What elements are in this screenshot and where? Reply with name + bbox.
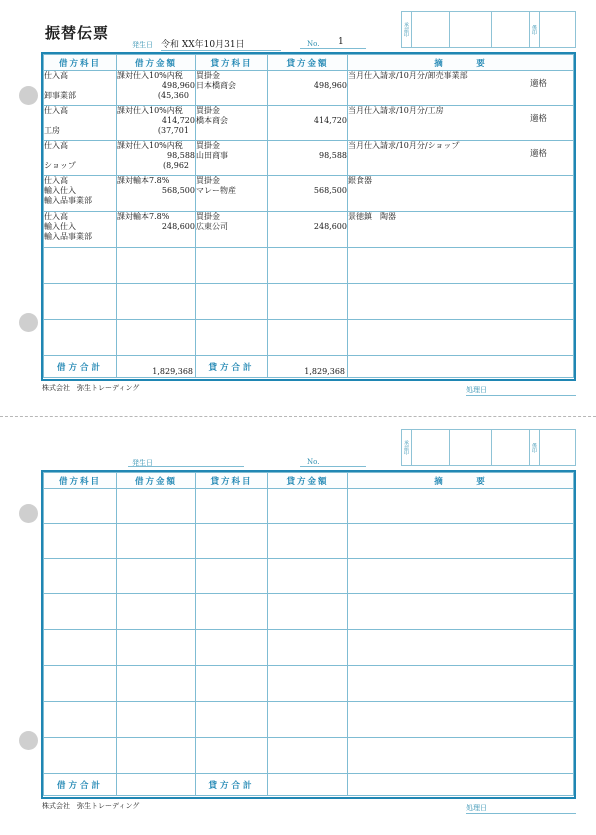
header-credit-account: 貸方科目 [196,473,268,489]
stamp-cell [450,430,492,465]
stamp-cell [492,430,530,465]
journal-table-upper [41,52,576,381]
header-debit-account: 借方科目 [44,55,117,71]
stamp-cell [450,12,492,47]
debit-tax-amount: (8,962 [162,161,189,170]
table-row-empty [44,738,574,774]
debit-tax: 課対輸本7.8% [117,212,170,221]
credit-total: 1,829,368 [268,356,348,378]
debit-dept: 工房 [44,126,60,135]
credit-amount: 498,960 [313,81,347,90]
processed-label: 処理日 [466,386,487,394]
stamp-cell [540,12,575,47]
debit-account: 仕入高 [44,212,68,221]
credit-total-label: 貸方合計 [196,774,268,796]
debit-dept: 輸入品事業部 [44,196,92,205]
debit-tax-amount: (45,360 [157,91,189,100]
debit-tax: 課対輸本7.8% [117,176,170,185]
debit-sub: 輸入仕入 [44,222,76,231]
debit-sub [44,151,116,161]
table-row-empty [44,559,574,594]
issue-date-label: 発生日 [132,459,153,467]
credit-account: 買掛金 [196,176,220,185]
table-header-row [44,473,574,489]
credit-partner: 日本橋商会 [196,81,236,90]
approval-stamp-box [401,11,576,48]
table-row-empty [44,630,574,666]
memo-text: 当月仕入請求/10月分/ショップ [348,141,460,150]
memo-text: 景徳鎮 陶器 [348,212,396,221]
credit-partner: 広東公司 [196,222,228,231]
credit-amount: 98,588 [319,151,347,160]
debit-amount: 414,720 [161,116,195,125]
credit-account: 買掛金 [196,71,220,80]
slip-no: 1 [338,37,344,47]
debit-sub: 輸入仕入 [44,186,76,195]
table-row [44,106,574,141]
stamp-cell [492,12,530,47]
debit-dept: ショップ [44,161,76,170]
header-debit-amount: 借方金額 [117,55,196,71]
memo-text: 銀食器 [348,176,372,185]
totals-row [44,774,574,796]
clerk-label: 係印 [530,430,540,465]
table-row-empty [44,666,574,702]
slip-no-underline [300,466,366,467]
punch-hole [19,504,38,523]
credit-account: 買掛金 [196,106,220,115]
debit-tax: 課対仕入10%内税 [117,71,183,80]
debit-amount: 568,500 [161,186,195,195]
totals-row [44,356,574,378]
credit-total-label: 貸方合計 [196,356,268,378]
approval-label: 承認印 [402,430,412,465]
punch-hole [19,731,38,750]
header-memo: 摘 要 [348,55,574,71]
table-row-empty [44,594,574,630]
debit-tax: 課対仕入10%内税 [117,141,183,150]
debit-total-label: 借方合計 [44,356,117,378]
perforation-line [0,416,596,417]
debit-amount: 248,600 [161,222,195,231]
header-credit-amount: 貸方金額 [268,473,348,489]
debit-amount: 498,960 [161,81,195,90]
header-memo: 摘 要 [348,473,574,489]
slip-no-label: No. [307,458,320,466]
processed-label: 処理日 [466,804,487,812]
approval-stamp-box [401,429,576,466]
memo-text: 当月仕入請求/10月分/工房 [348,106,444,115]
credit-amount: 248,600 [313,222,347,231]
credit-amount: 568,500 [313,186,347,195]
table-row-empty [44,489,574,524]
credit-partner: マレー物産 [196,186,236,195]
credit-partner: 山田商事 [196,151,228,160]
credit-amount: 414,720 [313,116,347,125]
issue-date: 令和 XX年10月31日 [161,37,281,51]
header-credit-amount: 貸方金額 [268,55,348,71]
header-debit-amount: 借方金額 [117,473,196,489]
table-row-empty [44,248,574,284]
slip-no-label: No. [307,40,320,48]
table-row-empty [44,284,574,320]
company-name: 株式会社 弥生トレーディング [42,802,140,810]
debit-account: 仕入高 [44,106,68,115]
debit-sub [44,81,116,91]
approval-label: 承認印 [402,12,412,47]
qualified-note: 適格 [529,114,547,124]
table-row-empty [44,524,574,559]
credit-account: 買掛金 [196,141,220,150]
debit-tax: 課対仕入10%内税 [117,106,183,115]
table-row-empty [44,702,574,738]
debit-account: 仕入高 [44,71,68,80]
qualified-note: 適格 [529,149,547,159]
header-debit-account: 借方科目 [44,473,117,489]
debit-sub [44,116,116,126]
qualified-note: 適格 [529,79,547,89]
debit-amount: 98,588 [167,151,195,160]
company-name: 株式会社 弥生トレーディング [42,384,140,392]
stamp-cell [412,12,450,47]
stamp-cell [540,430,575,465]
table-row [44,212,574,248]
issue-date-underline [128,466,244,467]
clerk-label: 係印 [530,12,540,47]
punch-hole [19,313,38,332]
table-row [44,141,574,176]
memo-text: 当月仕入請求/10月分/卸売事業部 [348,71,468,80]
stamp-cell [412,430,450,465]
form-title: 振替伝票 [45,24,110,42]
debit-total: 1,829,368 [117,356,196,378]
table-header-row [44,55,574,71]
debit-account: 仕入高 [44,176,68,185]
debit-account: 仕入高 [44,141,68,150]
debit-tax-amount: (37,701 [157,126,189,135]
processed-date-field [466,803,576,814]
journal-table-lower [41,470,576,799]
table-row [44,71,574,106]
processed-date-field [466,385,576,396]
debit-dept: 輸入品事業部 [44,232,92,241]
punch-hole [19,86,38,105]
slip-no-underline [300,48,366,49]
header-credit-account: 貸方科目 [196,55,268,71]
table-row-empty [44,320,574,356]
debit-total-label: 借方合計 [44,774,117,796]
table-row [44,176,574,212]
credit-partner: 橋本商会 [196,116,228,125]
issue-date-label: 発生日 [132,41,153,49]
debit-dept: 卸事業部 [44,91,76,100]
credit-account: 買掛金 [196,212,220,221]
